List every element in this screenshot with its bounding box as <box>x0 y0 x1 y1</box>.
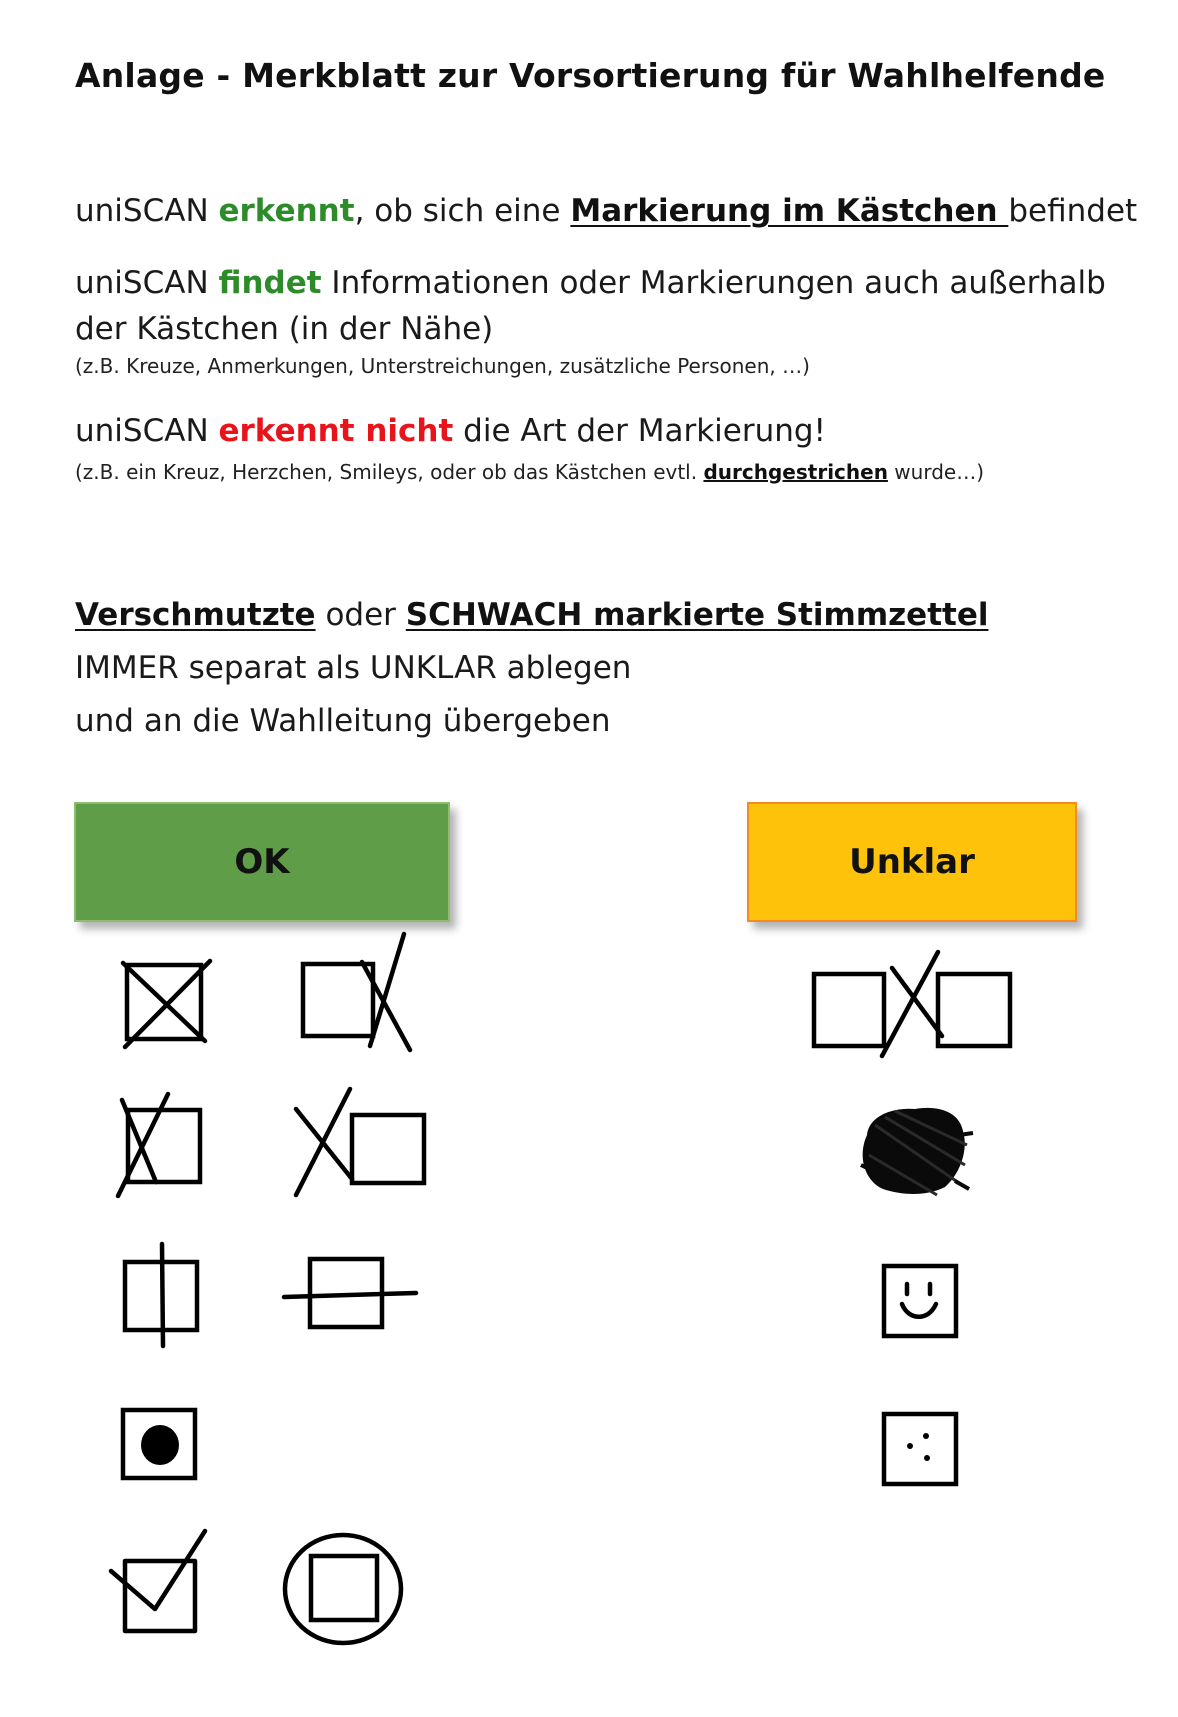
ok-example-cross-outside-right-icon <box>298 930 428 1070</box>
page-title: Anlage - Merkblatt zur Vorsortierung für Wahlhelfende <box>75 56 1106 95</box>
section-unclear-heading: Verschmutzte oder SCHWACH markierte Stimmzettel <box>75 597 989 633</box>
ok-example-circled-icon <box>280 1530 410 1650</box>
unklar-label: Unklar <box>849 842 975 882</box>
unklar-example-dots-icon <box>878 1408 968 1498</box>
statement-not-recognize: uniSCAN erkennt nicht die Art der Markierung! <box>75 413 826 449</box>
ok-category-box <box>74 802 450 922</box>
keyword-findet: findet <box>218 265 322 301</box>
ok-example-horizontal-line-icon <box>280 1255 420 1335</box>
note-not-recognize: (z.B. ein Kreuz, Herzchen, Smileys, oder ob das Kästchen evtl. durchgestrichen wurde…) <box>75 460 985 484</box>
keyword-erkennt-nicht: erkennt nicht <box>218 413 454 449</box>
ok-example-cross-outside-left-icon <box>290 1085 430 1200</box>
statement-recognizes: uniSCAN erkennt, ob sich eine Markierung im Kästchen befindet <box>75 193 1138 229</box>
unklar-example-cross-between-boxes-icon <box>810 940 1030 1060</box>
keyword-erkennt: erkennt <box>218 193 355 229</box>
note-finds: (z.B. Kreuze, Anmerkungen, Unterstreichungen, zusätzliche Personen, …) <box>75 354 810 378</box>
section-unclear-line2: IMMER separat als UNKLAR ablegen <box>75 650 632 686</box>
unklar-example-smudge-icon <box>855 1095 975 1205</box>
unklar-example-smiley-icon <box>878 1260 968 1350</box>
statement-finds: uniSCAN findet Informationen oder Markierungen auch außerhalb <box>75 265 1106 301</box>
unklar-category-box <box>747 802 1077 922</box>
keyword-markierung: Markierung im Kästchen <box>570 193 1009 229</box>
ok-example-dot-icon <box>115 1400 205 1490</box>
ok-label: OK <box>234 842 290 882</box>
statement-finds-cont: der Kästchen (in der Nähe) <box>75 311 494 347</box>
ok-example-cross-overlap-icon <box>110 1090 210 1200</box>
ok-example-vertical-line-icon <box>115 1240 215 1350</box>
ok-example-cross-inside-icon <box>115 955 215 1055</box>
ok-example-checkmark-icon <box>105 1525 215 1645</box>
section-unclear-line3: und an die Wahlleitung übergeben <box>75 703 611 739</box>
